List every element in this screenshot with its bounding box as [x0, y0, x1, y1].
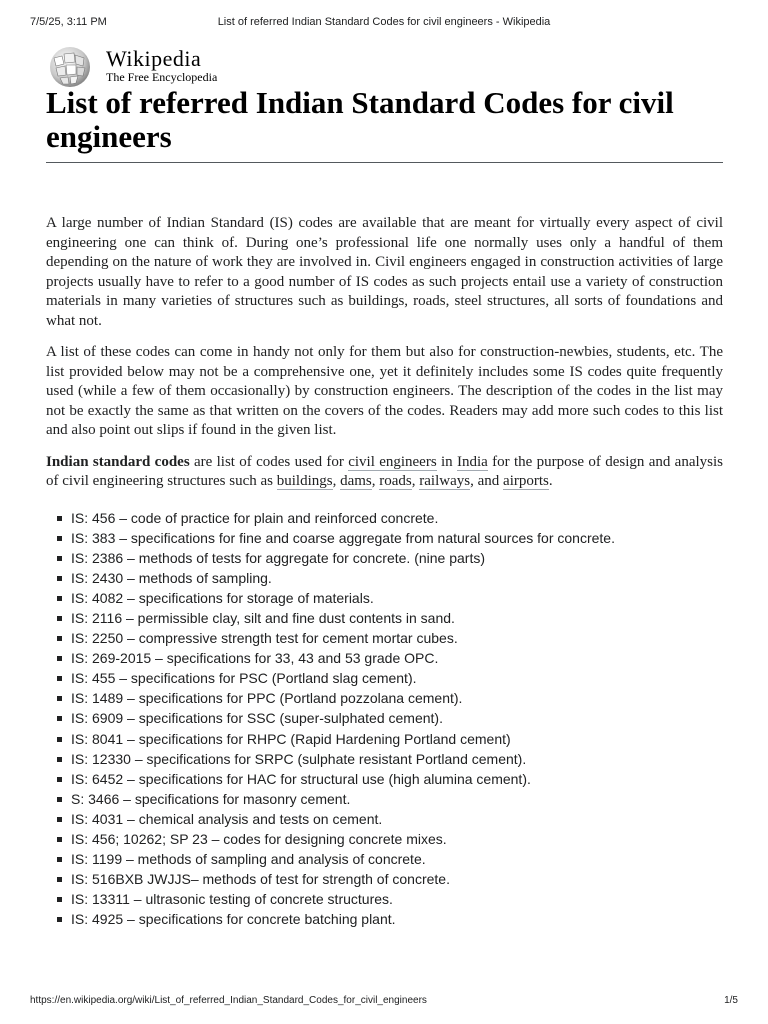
intro-paragraph-1: A large number of Indian Standard (IS) codes are available that are meant for virtually every aspect of civil engineering one can think of. During one’s professional life one normally uses only a handful of them depending on the nature of work they are involved in. Civil engineers engaged in construction activities of large projects usually have to refer to a good number of IS codes as such projects entail use a variety of construction materials in many varieties of structures such as buildings, roads, steel structures, all sorts of foundations and what not. — [46, 215, 723, 329]
list-item: IS: 456 – code of practice for plain and reinforced concrete. — [71, 508, 723, 528]
list-item: IS: 4925 – specifications for concrete batching plant. — [71, 909, 723, 929]
print-url: https://en.wikipedia.org/wiki/List_of_referred_Indian_Standard_Codes_for_civil_engineers — [30, 995, 427, 1006]
list-item: IS: 12330 – specifications for SRPC (sulphate resistant Portland cement). — [71, 749, 723, 769]
link-roads[interactable]: roads — [379, 473, 412, 489]
list-item: IS: 6452 – specifications for HAC for structural use (high alumina cement). — [71, 769, 723, 789]
page-number: 1/5 — [724, 995, 738, 1006]
wikipedia-globe-icon — [44, 44, 96, 88]
list-item: IS: 2386 – methods of tests for aggregate for concrete. (nine parts) — [71, 548, 723, 568]
codes-list — [46, 508, 723, 930]
lead-text: , — [371, 473, 380, 489]
list-item: IS: 8041 – specifications for RHPC (Rapid Hardening Portland cement) — [71, 729, 723, 749]
list-item: IS: 1199 – methods of sampling and analysis of concrete. — [71, 849, 723, 869]
link-airports[interactable]: airports — [503, 473, 549, 489]
list-item: IS: 2116 – permissible clay, silt and fine dust contents in sand. — [71, 608, 723, 628]
link-india[interactable]: India — [456, 453, 488, 470]
list-item: IS: 455 – specifications for PSC (Portland slag cement). — [71, 668, 723, 688]
list-item: IS: 6909 – specifications for SSC (super-sulphated cement). — [71, 708, 723, 728]
title-divider — [46, 162, 723, 163]
lead-text: for the purpose of design and analysis of civil engineering structures such as — [46, 453, 723, 489]
intro-paragraph-2: A list of these codes can come in handy not only for them but also for construction-newbies, students, etc. The list provided below may not be a comprehensive one, yet it definitely includes some IS codes quite frequently used (while a few of them occasionally) by construction engineers. The description of the codes in the list may not be exactly the same as that written on the covers of the codes. Readers may add more such codes to this list and also point out slips if found in the given list. — [46, 344, 723, 438]
lead-text: , and — [470, 473, 504, 489]
page-title: List of referred Indian Standard Codes for civil engineers — [46, 85, 674, 154]
list-item: IS: 13311 – ultrasonic testing of concrete structures. — [71, 889, 723, 909]
logo-wordmark: Wikipedia — [106, 46, 202, 71]
article-content — [46, 214, 723, 929]
lead-text: . — [548, 473, 553, 489]
link-dams[interactable]: dams — [340, 473, 372, 489]
lead-bold-term: Indian standard codes — [46, 453, 190, 470]
link-civil-engineers[interactable]: civil engineers — [348, 453, 437, 470]
lead-paragraph — [46, 453, 723, 492]
link-railways[interactable]: railways — [419, 473, 471, 489]
list-item: IS: 1489 – specifications for PPC (Portland pozzolana cement). — [71, 688, 723, 708]
link-buildings[interactable]: buildings — [276, 473, 333, 489]
lead-text: in — [436, 453, 457, 470]
lead-text: are list of codes used for — [189, 453, 349, 470]
list-item: IS: 456; 10262; SP 23 – codes for designing concrete mixes. — [71, 829, 723, 849]
list-item: IS: 4031 – chemical analysis and tests on cement. — [71, 809, 723, 829]
list-item: IS: 383 – specifications for fine and coarse aggregate from natural sources for concrete. — [71, 528, 723, 548]
wikipedia-logo[interactable] — [44, 42, 244, 88]
list-item: IS: 516BXB JWJJS– methods of test for strength of concrete. — [71, 869, 723, 889]
list-item: IS: 2250 – compressive strength test for cement mortar cubes. — [71, 628, 723, 648]
print-document-title: List of referred Indian Standard Codes for civil engineers - Wikipedia — [217, 16, 551, 28]
lead-text: , — [411, 473, 420, 489]
print-datetime: 7/5/25, 3:11 PM — [30, 16, 107, 28]
list-item: S: 3466 – specifications for masonry cement. — [71, 789, 723, 809]
logo-tagline: The Free Encyclopedia — [106, 70, 218, 84]
list-item: IS: 269-2015 – specifications for 33, 43 and 53 grade OPC. — [71, 648, 723, 668]
list-item: IS: 2430 – methods of sampling. — [71, 568, 723, 588]
list-item: IS: 4082 – specifications for storage of materials. — [71, 588, 723, 608]
lead-text: , — [332, 473, 341, 489]
